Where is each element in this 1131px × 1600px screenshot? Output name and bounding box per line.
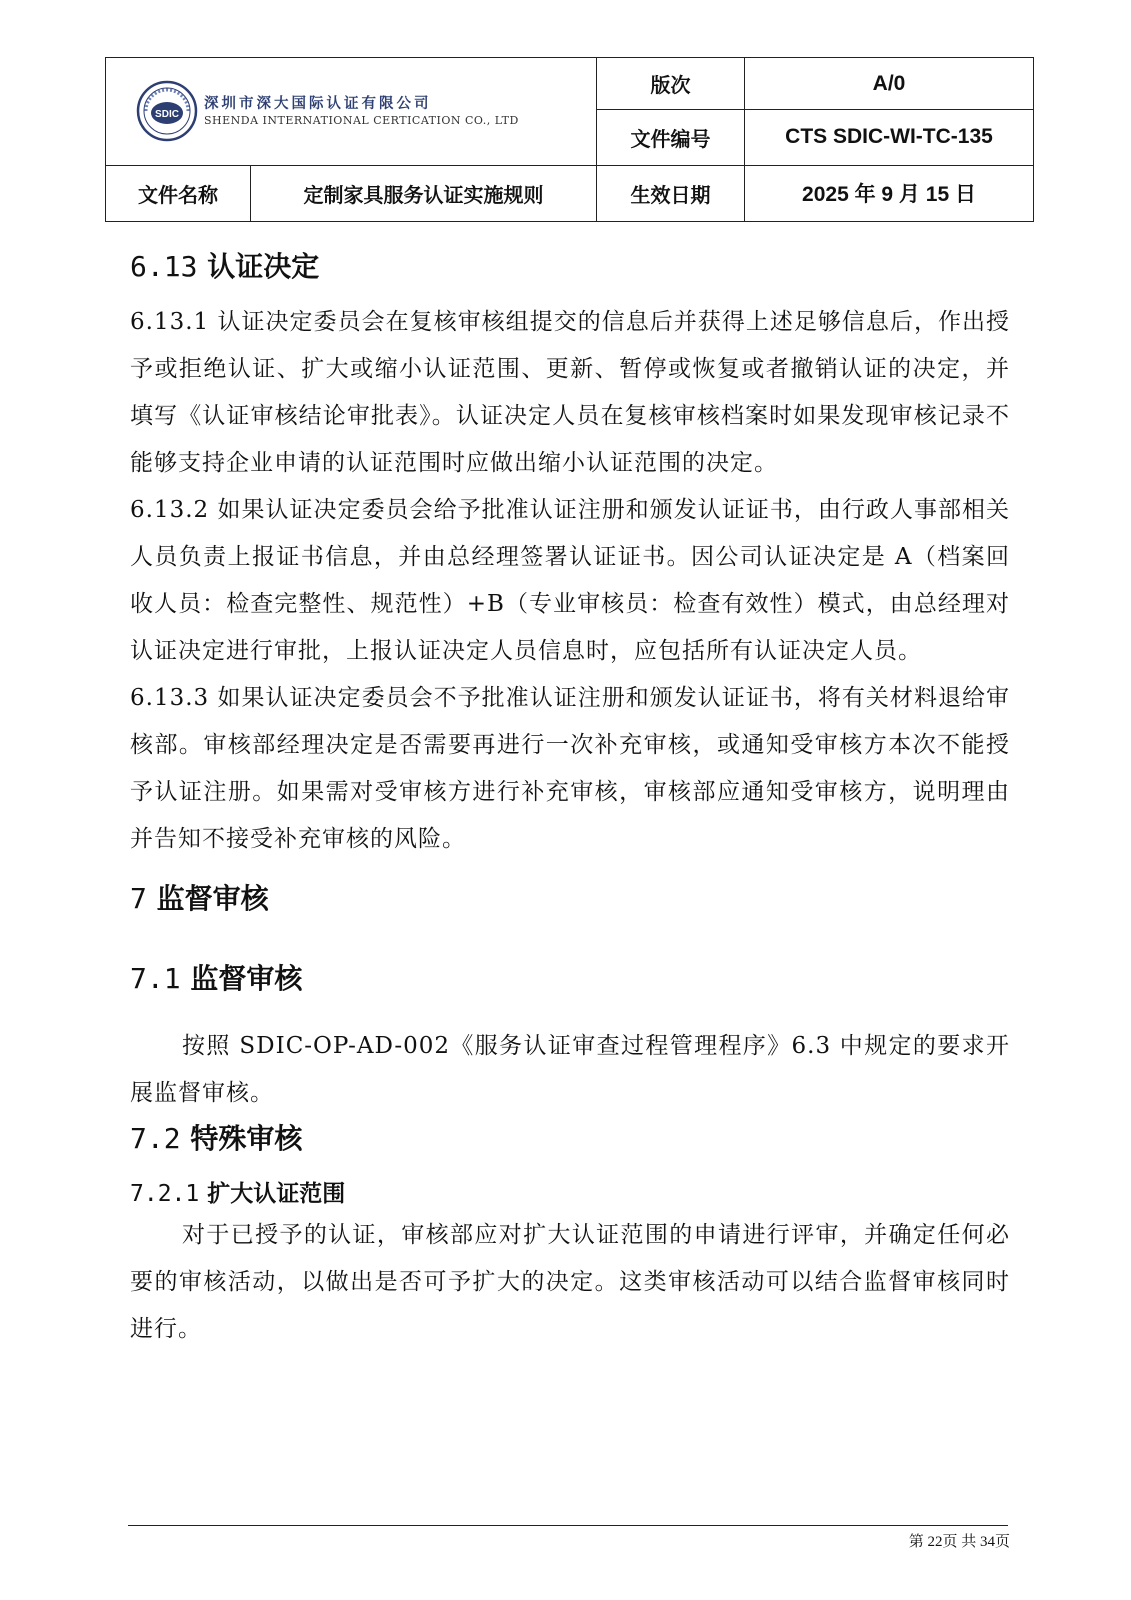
version-value: A/0: [745, 58, 1034, 110]
company-name-cn: 深圳市深大国际认证有限公司: [204, 96, 432, 113]
doc-name-value: 定制家具服务认证实施规则: [251, 165, 597, 221]
company-logo-cell: [106, 58, 597, 166]
doc-name-label: 文件名称: [106, 165, 251, 221]
section-7-2-1-heading: [130, 1175, 1010, 1208]
section-6-13-heading: [130, 245, 1010, 285]
section-number: 7: [130, 882, 147, 915]
section-7-2-heading: [130, 1117, 1010, 1157]
effective-date-label: 生效日期: [597, 165, 745, 221]
version-label: 版次: [597, 58, 745, 110]
section-number: 7.1: [130, 962, 181, 995]
company-seal-icon: [136, 80, 198, 142]
paragraph-7-2-1: 对于已授予的认证，审核部应对扩大认证范围的申请进行评审，并确定任何必要的审核活动，以做出是否可予扩大的决定。这类审核活动可以结合监督审核同时进行。: [130, 1222, 1010, 1342]
effective-date-value: 2025 年 9 月 15 日: [745, 165, 1034, 221]
section-title: 扩大认证范围: [207, 1181, 346, 1207]
logo-text: SDIC: [155, 109, 179, 121]
section-number: 7.2: [130, 1122, 181, 1155]
doc-no-label: 文件编号: [597, 110, 745, 165]
section-title: 监督审核: [156, 882, 269, 915]
section-7-1-heading: [130, 957, 1010, 997]
page-number: 第 22页 共 34页: [908, 1534, 1010, 1550]
paragraph-6-13-2: 6.13.2 如果认证决定委员会给予批准认证注册和颁发认证证书，由行政人事部相关人员负责上报证书信息，并由总经理签署认证证书。因公司认证决定是 A（档案回收人员：检查完整性、规范性）+B（专业审核员：检查有效性）模式，由总经理对认证决定进行审批，上报认证决定人员信息时，应包括所有认证决定人员。: [130, 497, 1010, 664]
paragraph-6-13-1: 6.13.1 认证决定委员会在复核审核组提交的信息后并获得上述足够信息后，作出授予或拒绝认证、扩大或缩小认证范围、更新、暂停或恢复或者撤销认证的决定，并填写《认证审核结论审批表》。认证决定人员在复核审核档案时如果发现审核记录不能够支持企业申请的认证范围时应做出缩小认证范围的决定。: [130, 309, 1010, 476]
company-name-en: SHENDA INTERNATIONAL CERTICATION CO., LTD: [204, 113, 519, 127]
section-title: 认证决定: [207, 250, 320, 283]
doc-no-value: CTS SDIC-WI-TC-135: [745, 110, 1034, 165]
section-number: 6.13: [130, 250, 198, 283]
section-title: 特殊审核: [190, 1122, 303, 1155]
section-number: 7.2.1: [130, 1181, 200, 1207]
section-title: 监督审核: [190, 962, 303, 995]
footer-divider: [128, 1525, 1008, 1526]
document-header-table: [105, 57, 1034, 222]
paragraph-6-13-3: 6.13.3 如果认证决定委员会不予批准认证注册和颁发认证证书，将有关材料退给审核部。审核部经理决定是否需要再进行一次补充审核，或通知受审核方本次不能授予认证注册。如果需对受审核方进行补充审核，审核部应通知受审核方，说明理由并告知不接受补充审核的风险。: [130, 685, 1010, 852]
document-body: [130, 245, 1010, 1353]
section-7-heading: [130, 877, 1010, 917]
paragraph-7-1: 按照 SDIC-OP-AD-002《服务认证审查过程管理程序》6.3 中规定的要求开展监督审核。: [130, 1033, 1010, 1106]
